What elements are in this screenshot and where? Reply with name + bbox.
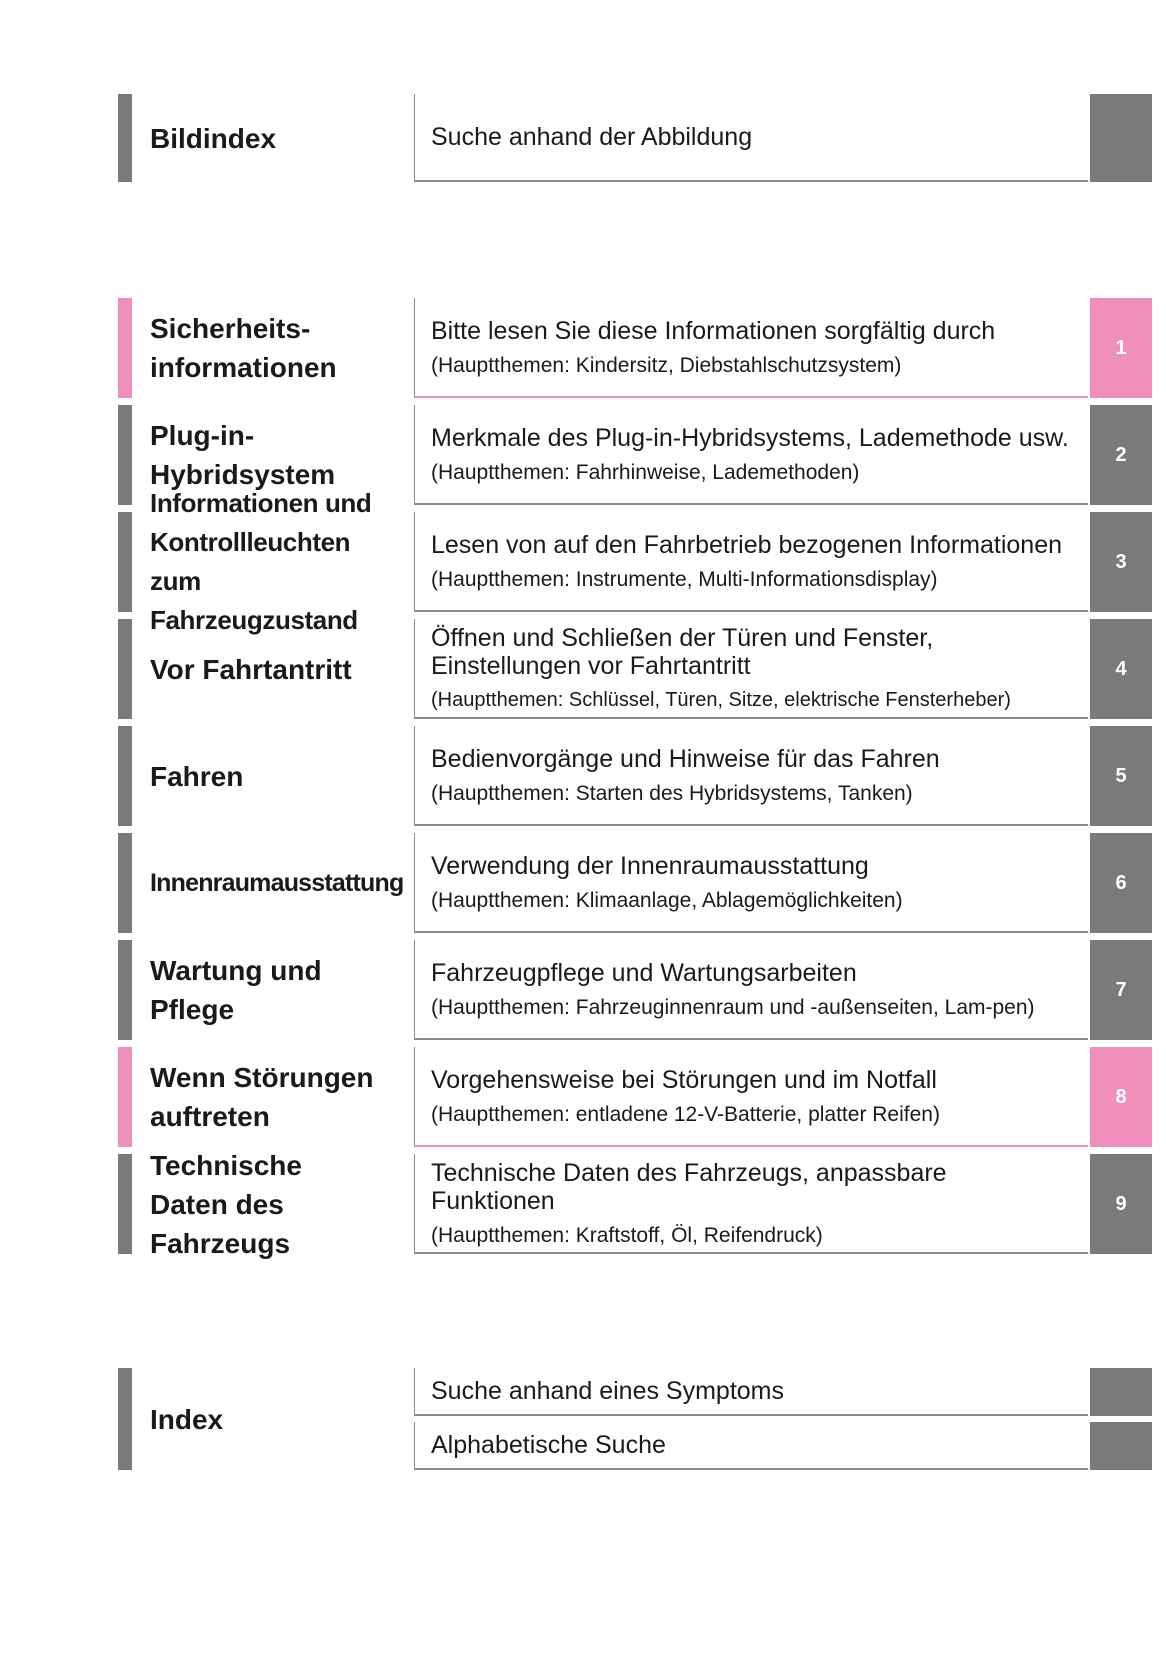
chapter-bar <box>118 726 132 826</box>
chapter-main: Lesen von auf den Fahrbetrieb bezogenen Informationen <box>431 530 1063 559</box>
bildindex-row[interactable] <box>0 94 1166 182</box>
chapter-sub: (Hauptthemen: Instrumente, Multi-Informationsdisplay) <box>431 567 938 591</box>
chapter-bar <box>118 512 132 612</box>
chapter-bar <box>118 940 132 1040</box>
chapter-title <box>150 940 400 1040</box>
chapter-desc-box <box>414 1047 1088 1147</box>
chapter-main: Bitte lesen Sie diese Informationen sorgfältig durch <box>431 316 996 345</box>
index-row-alphabetic[interactable] <box>0 1422 1166 1470</box>
index-tab-alphabetic[interactable] <box>1090 1422 1152 1470</box>
bildindex-desc-box <box>414 94 1088 182</box>
chapter-tab-1[interactable]: 1 <box>1090 298 1152 398</box>
chapter-main: Bedienvorgänge und Hinweise für das Fahren <box>431 744 940 773</box>
chapter-title-line: Daten des <box>150 1188 284 1220</box>
chapter-row-6[interactable] <box>0 833 1166 933</box>
chapter-title <box>150 1047 400 1147</box>
chapter-tab-6[interactable]: 6 <box>1090 833 1152 933</box>
chapter-title-line: Fahren <box>150 760 244 792</box>
chapter-title <box>150 1149 400 1259</box>
chapter-main: Fahrzeugpflege und Wartungsarbeiten <box>431 958 857 987</box>
chapter-sub: (Hauptthemen: entladene 12-V-Batterie, platter Reifen) <box>431 1102 940 1126</box>
chapter-title-line: Wartung und <box>150 955 322 986</box>
chapter-main: Vorgehensweise bei Störungen und im Notfall <box>431 1065 937 1094</box>
chapter-title <box>150 488 400 635</box>
chapter-title-line: Fahrzeugs <box>150 1227 291 1259</box>
chapter-bar <box>118 1047 132 1147</box>
chapter-desc-box <box>414 726 1088 826</box>
bildindex-bar <box>118 94 132 182</box>
index-desc-box <box>414 1368 1088 1416</box>
chapter-main: Technische Daten des Fahrzeugs, anpassbare Funktionen <box>431 1158 947 1215</box>
chapter-bar <box>118 619 132 719</box>
chapter-tab-7[interactable]: 7 <box>1090 940 1152 1040</box>
chapter-tab-3[interactable]: 3 <box>1090 512 1152 612</box>
chapter-title-line: informationen <box>150 352 337 383</box>
chapter-desc-box <box>414 619 1088 719</box>
index-desc-box <box>414 1422 1088 1470</box>
chapter-desc-box <box>414 1154 1088 1254</box>
chapter-tab-4[interactable]: 4 <box>1090 619 1152 719</box>
chapter-title-line: Kontrollleuchten zum <box>150 527 351 596</box>
chapter-desc-box <box>414 298 1088 398</box>
chapter-desc-box <box>414 940 1088 1040</box>
chapter-tab-9[interactable]: 9 <box>1090 1154 1152 1254</box>
chapter-main: Verwendung der Innenraumausstattung <box>431 851 869 880</box>
chapter-title <box>150 833 404 933</box>
chapter-sub: (Hauptthemen: Starten des Hybridsystems, Tanken) <box>431 781 913 805</box>
chapter-sub: (Hauptthemen: Fahrhinweise, Lademethoden) <box>431 460 860 484</box>
chapter-row-7[interactable] <box>0 940 1166 1040</box>
chapter-title-line: Pflege <box>150 994 235 1025</box>
chapter-row-4[interactable] <box>0 619 1166 719</box>
bildindex-title: Bildindex <box>150 122 277 154</box>
index-item-symptom: Suche anhand eines Symptoms <box>431 1377 784 1405</box>
index-title: Index <box>150 1403 224 1435</box>
chapter-sub: (Hauptthemen: Kraftstoff, Öl, Reifendruck) <box>431 1223 823 1247</box>
chapter-title-line: Plug-in- <box>150 420 255 451</box>
chapter-tab-5[interactable]: 5 <box>1090 726 1152 826</box>
chapter-row-1[interactable] <box>0 298 1166 398</box>
chapter-title-line: Informationen und <box>150 488 372 518</box>
chapter-bar <box>118 833 132 933</box>
chapter-bar <box>118 1154 132 1254</box>
chapter-title-line: Hybridsystem <box>150 459 336 490</box>
chapter-row-8[interactable] <box>0 1047 1166 1147</box>
chapter-title-line: Fahrzeugzustand <box>150 605 358 635</box>
chapter-desc-box <box>414 405 1088 505</box>
chapter-sub: (Hauptthemen: Fahrzeuginnenraum und -außenseiten, Lam-pen) <box>431 995 1035 1019</box>
chapter-desc-box <box>414 833 1088 933</box>
chapter-title-line: Innenraumausstattung <box>150 868 404 897</box>
chapter-title-line: auftreten <box>150 1101 270 1132</box>
chapter-title-line: Vor Fahrtantritt <box>150 653 352 685</box>
chapter-bar <box>118 298 132 398</box>
chapter-title-line: Technische <box>150 1149 302 1181</box>
chapter-title <box>150 726 400 826</box>
chapter-tab-2[interactable]: 2 <box>1090 405 1152 505</box>
chapter-desc-box <box>414 512 1088 612</box>
chapter-title-line: Wenn Störungen <box>150 1062 374 1093</box>
index-item-alphabetic: Alphabetische Suche <box>431 1431 666 1459</box>
chapter-title-line: Sicherheits- <box>150 313 311 344</box>
index-row-symptom[interactable] <box>0 1368 1166 1416</box>
index-tab-symptom[interactable] <box>1090 1368 1152 1416</box>
bildindex-desc: Suche anhand der Abbildung <box>431 123 753 151</box>
chapter-title <box>150 619 400 719</box>
chapter-bar <box>118 405 132 505</box>
chapter-main: Öffnen und Schließen der Türen und Fenster, Einstellungen vor Fahrtantritt <box>431 623 934 680</box>
bildindex-tab[interactable] <box>1090 94 1152 182</box>
chapter-row-9[interactable] <box>0 1149 1166 1259</box>
chapter-sub: (Hauptthemen: Klimaanlage, Ablagemöglichkeiten) <box>431 888 903 912</box>
chapter-sub: (Hauptthemen: Kindersitz, Diebstahlschutzsystem) <box>431 353 902 377</box>
chapter-title <box>150 298 400 398</box>
chapter-row-3[interactable] <box>0 488 1166 635</box>
chapter-main: Merkmale des Plug-in-Hybridsystems, Lademethode usw. <box>431 423 1069 452</box>
chapter-sub: (Hauptthemen: Schlüssel, Türen, Sitze, elektrische Fensterheber) <box>431 688 1011 711</box>
chapter-row-5[interactable] <box>0 726 1166 826</box>
chapter-tab-8[interactable]: 8 <box>1090 1047 1152 1147</box>
